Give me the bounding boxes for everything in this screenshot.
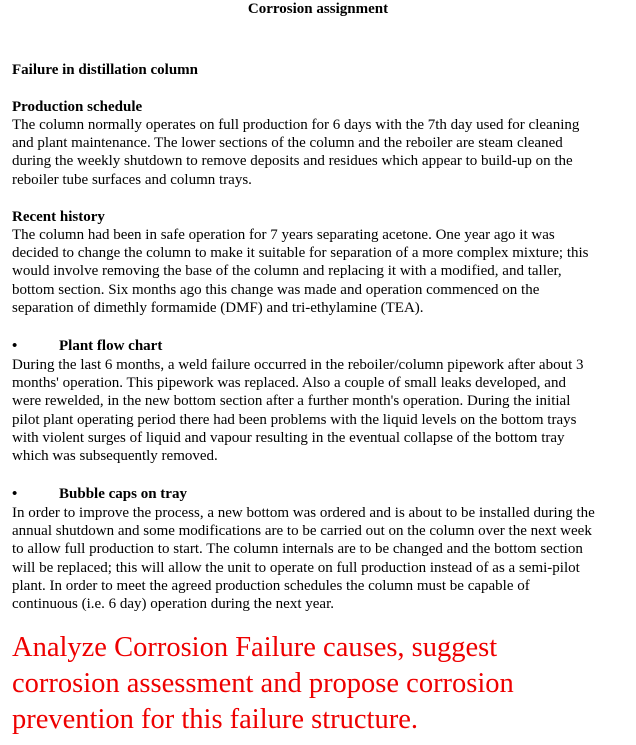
section-body: The column normally operates on full production for 6 days with the 7th day used for cleaning and plant maintenance. The lower sections of the column and the reboiler are steam cleaned during the weekly shutdown to remove deposits and residues which appear to build-up on the reboiler tube surfaces and column trays. bbox=[12, 117, 580, 188]
section-heading: Production schedule bbox=[12, 99, 143, 115]
assignment-prompt: Analyze Corrosion Failure causes, suggest corrosion assessment and propose corrosion prevention for this failure structure. bbox=[12, 632, 514, 735]
section-plant-flow-chart bbox=[12, 337, 636, 465]
bullet-heading-text: Bubble caps on tray bbox=[59, 486, 187, 502]
bullet-icon: • bbox=[12, 338, 18, 354]
bullet-icon: • bbox=[12, 486, 18, 502]
section-body: In order to improve the process, a new bottom was ordered and is about to be installed during the annual shutdown and some modifications are to be carried out on the column over the next week to allow full production to start. The column internals are to be changed and the bottom section will be replaced; this will allow the unit to operate on full production instead of as a semi-pilot plant. In order to meet the agreed production schedules the column must be capable of continuous (i.e. 6 day) operation during the next year. bbox=[12, 505, 595, 613]
document-title: Corrosion assignment bbox=[247, 1, 389, 17]
bullet-heading-text: Plant flow chart bbox=[59, 338, 163, 354]
bullet-heading bbox=[12, 485, 636, 504]
section-recent-history bbox=[12, 208, 636, 317]
document-subtitle: Failure in distillation column bbox=[12, 62, 198, 78]
section-bubble-caps bbox=[12, 485, 636, 613]
section-production-schedule bbox=[12, 98, 636, 189]
section-body: The column had been in safe operation for 7 years separating acetone. One year ago it was decided to change the column to make it suitable for separation of a more complex mixture; this would involve removing the base of the column and replacing it with a modified, and taller, bottom section. Six months ago this change was made and operation commenced on the separation of dimethly formamide (DMF) and tri-ethylamine (TEA). bbox=[12, 227, 589, 316]
section-heading: Recent history bbox=[12, 209, 105, 225]
section-body: During the last 6 months, a weld failure occurred in the reboiler/column pipework after about 3 months' operation. This pipework was replaced. Also a couple of small leaks developed, and were rewelded, in the new bottom section after a further month's operation. During the initial pilot plant operating period there had been problems with the liquid levels on the bottom trays with violent surges of liquid and vapour resulting in the eventual collapse of the bottom tray which was subsequently removed. bbox=[12, 357, 584, 465]
bullet-heading bbox=[12, 337, 636, 356]
